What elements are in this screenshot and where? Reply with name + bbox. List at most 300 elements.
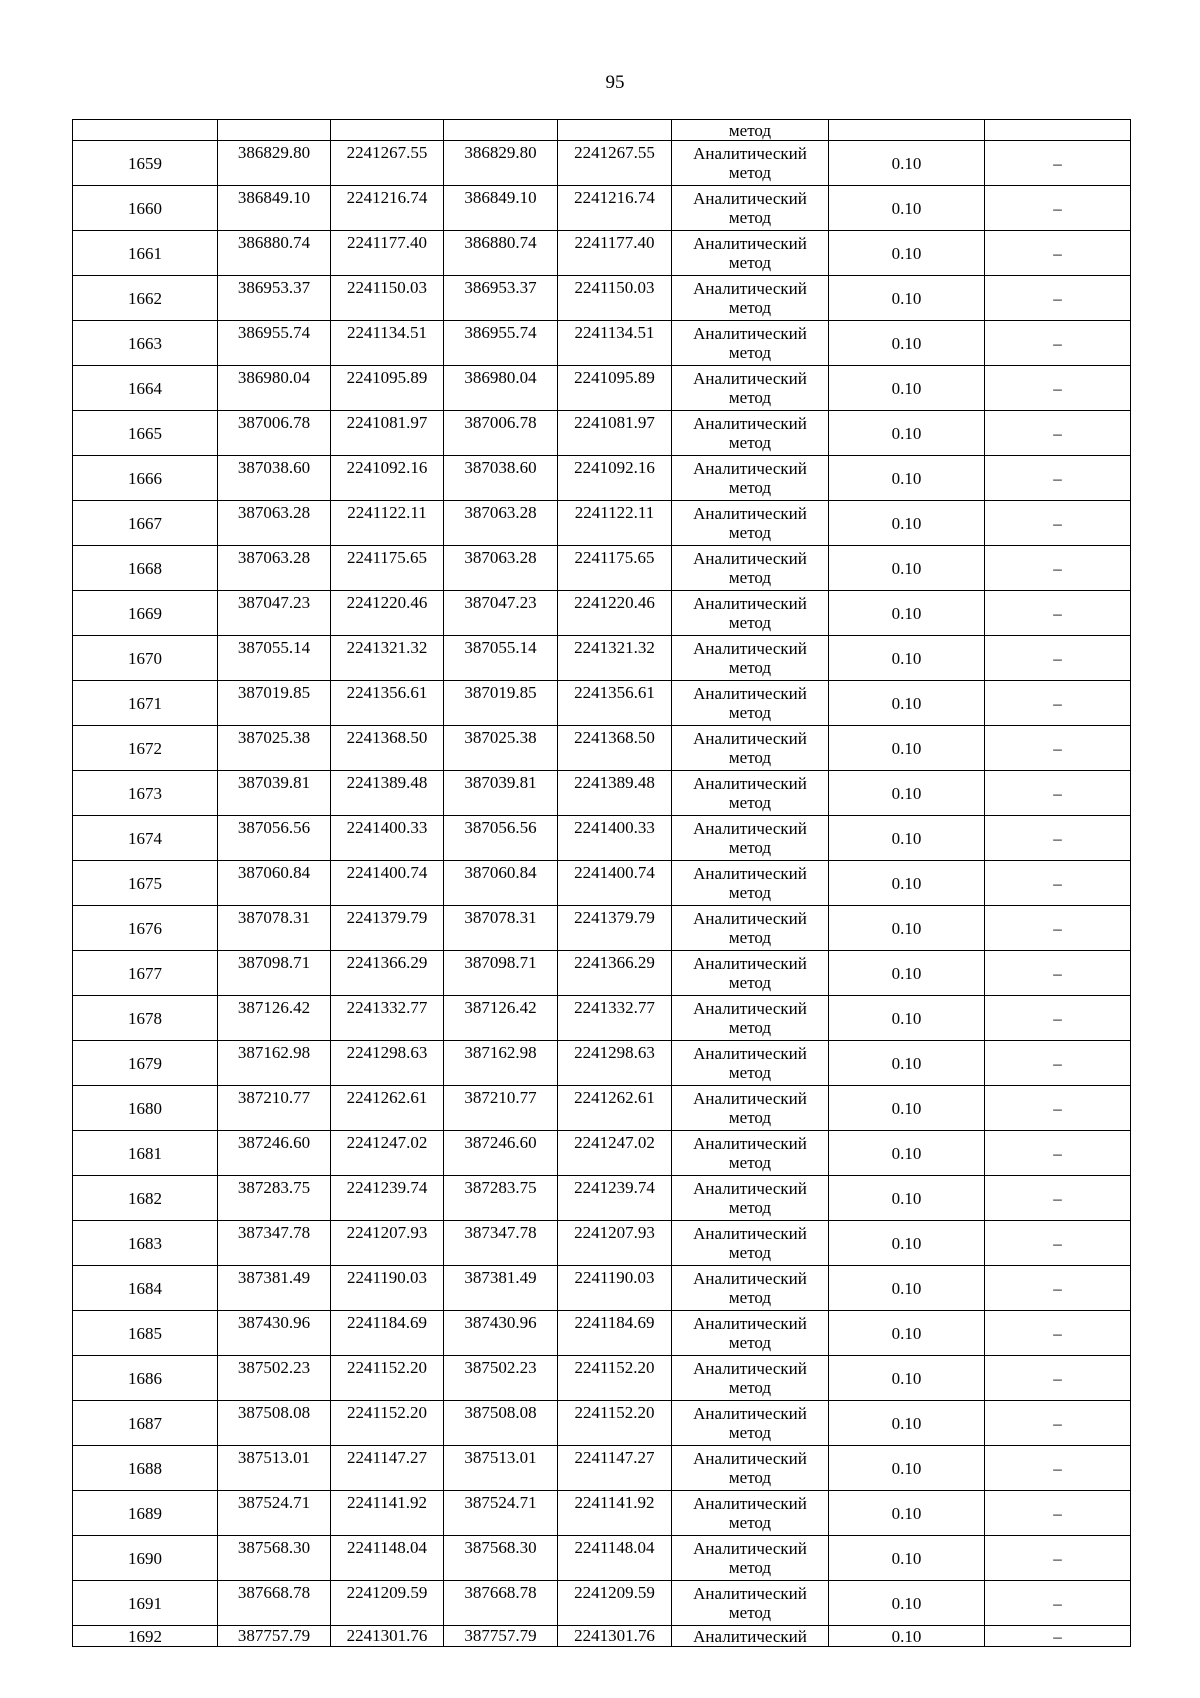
y-coordinate-cell: 2241400.33 [558,816,672,861]
x-coordinate-cell: 386955.74 [444,321,558,366]
accuracy-cell: 0.10 [829,951,985,996]
y-coordinate-cell: 2241148.04 [331,1536,444,1581]
accuracy-cell: 0.10 [829,1536,985,1581]
method-line-1: Аналитический [693,1494,807,1513]
y-coordinate-cell: 2241356.61 [558,681,672,726]
method-line-2: метод [728,1063,772,1082]
method-line-1: Аналитический [693,819,807,838]
note-cell: – [985,1536,1131,1581]
method-line-2: метод [728,1243,772,1262]
y-coordinate-cell: 2241184.69 [558,1311,672,1356]
point-number-cell: 1683 [73,1221,218,1266]
y-coordinate-cell: 2241190.03 [331,1266,444,1311]
note-cell: – [985,186,1131,231]
note-cell: – [985,1581,1131,1626]
method-line-1: Аналитический [693,1449,807,1468]
method-cell: Аналитический [672,1626,829,1647]
x-coordinate-cell: 386829.80 [444,141,558,186]
y-coordinate-cell: 2241209.59 [331,1581,444,1626]
x-coordinate-cell: 387283.75 [444,1176,558,1221]
accuracy-cell: 0.10 [829,861,985,906]
method-line-1: Аналитический [693,909,807,928]
table-row [73,591,1131,636]
method-cell [672,1221,829,1266]
method-line-1: Аналитический [693,1044,807,1063]
method-cell: метод [672,120,829,141]
x-coordinate-cell: 386980.04 [218,366,331,411]
note-cell: – [985,546,1131,591]
method-line-1: Аналитический [693,144,807,163]
x-coordinate-cell: 387524.71 [218,1491,331,1536]
method-cell [672,501,829,546]
accuracy-cell: 0.10 [829,1221,985,1266]
method-cell [672,861,829,906]
y-coordinate-cell: 2241321.32 [331,636,444,681]
point-number-cell: 1690 [73,1536,218,1581]
method-line-2: метод [728,703,772,722]
y-coordinate-cell: 2241247.02 [331,1131,444,1176]
table-row [73,1131,1131,1176]
method-line-1: Аналитический [693,234,807,253]
x-coordinate-cell: 387038.60 [444,456,558,501]
method-cell [672,1356,829,1401]
y-coordinate-cell: 2241389.48 [331,771,444,816]
point-number-cell: 1687 [73,1401,218,1446]
method-line-2: метод [728,568,772,587]
method-line-1: Аналитический [693,1269,807,1288]
table-row [73,1581,1131,1626]
method-line-2: метод [728,883,772,902]
method-line-1: Аналитический [693,1404,807,1423]
note-cell: – [985,816,1131,861]
method-line-2: метод [728,1423,772,1442]
note-cell: – [985,1491,1131,1536]
method-line-2: метод [728,838,772,857]
method-line-2: метод [728,1603,772,1622]
accuracy-cell: 0.10 [829,1131,985,1176]
accuracy-cell: 0.10 [829,771,985,816]
y-coordinate-cell: 2241321.32 [558,636,672,681]
note-cell: – [985,951,1131,996]
method-line-2: метод [728,1108,772,1127]
x-coordinate-cell: 387430.96 [444,1311,558,1356]
table-row [73,411,1131,456]
method-line-2: метод [728,388,772,407]
method-line-1: Аналитический [693,684,807,703]
method-line-2: метод [728,433,772,452]
method-cell [672,411,829,456]
table-row [73,276,1131,321]
y-coordinate-cell: 2241150.03 [558,276,672,321]
point-number-cell: 1679 [73,1041,218,1086]
y-coordinate-cell: 2241400.74 [558,861,672,906]
accuracy-cell: 0.10 [829,1491,985,1536]
accuracy-cell: 0.10 [829,1446,985,1491]
accuracy-cell: 0.10 [829,1311,985,1356]
table-row [73,186,1131,231]
accuracy-cell: 0.10 [829,1356,985,1401]
y-coordinate-cell: 2241368.50 [331,726,444,771]
accuracy-cell: 0.10 [829,411,985,456]
accuracy-cell: 0.10 [829,1626,985,1647]
table-row [73,1446,1131,1491]
table-row [73,546,1131,591]
x-coordinate-cell: 387381.49 [444,1266,558,1311]
table-row [73,1626,1131,1647]
x-coordinate-cell: 387347.78 [444,1221,558,1266]
method-line-1: Аналитический [693,504,807,523]
x-coordinate-cell: 387055.14 [218,636,331,681]
x-coordinate-cell: 386880.74 [218,231,331,276]
accuracy-cell: 0.10 [829,276,985,321]
y-coordinate-cell: 2241332.77 [558,996,672,1041]
note-cell: – [985,1221,1131,1266]
method-line-1: Аналитический [693,189,807,208]
point-number-cell: 1659 [73,141,218,186]
method-cell [672,1266,829,1311]
table-row [73,861,1131,906]
note-cell: – [985,1356,1131,1401]
table-row [73,1491,1131,1536]
accuracy-cell: 0.10 [829,501,985,546]
x-coordinate-cell: 387502.23 [218,1356,331,1401]
method-cell [672,366,829,411]
accuracy-cell: 0.10 [829,636,985,681]
point-number-cell: 1676 [73,906,218,951]
y-coordinate-cell: 2241262.61 [331,1086,444,1131]
table-row [73,1266,1131,1311]
y-coordinate-cell: 2241207.93 [331,1221,444,1266]
method-cell [672,1041,829,1086]
note-cell: – [985,1266,1131,1311]
x-coordinate-cell: 387063.28 [218,501,331,546]
method-cell [672,591,829,636]
method-cell [672,771,829,816]
point-number-cell: 1669 [73,591,218,636]
x-coordinate-cell: 387038.60 [218,456,331,501]
point-number-cell: 1666 [73,456,218,501]
x-coordinate-cell: 387126.42 [444,996,558,1041]
x-coordinate-cell: 387063.28 [444,501,558,546]
y-coordinate-cell: 2241141.92 [558,1491,672,1536]
table-row [73,1086,1131,1131]
note-cell: – [985,1086,1131,1131]
note-cell: – [985,366,1131,411]
y-coordinate-cell: 2241175.65 [331,546,444,591]
point-number-cell: 1671 [73,681,218,726]
y-coordinate-cell: 2241216.74 [331,186,444,231]
x-coordinate-cell: 387039.81 [218,771,331,816]
page-number: 95 [605,72,625,93]
x-coordinate-cell: 387508.08 [444,1401,558,1446]
accuracy-cell: 0.10 [829,186,985,231]
method-line-1: Аналитический [693,369,807,388]
x-coordinate-cell: 387025.38 [218,726,331,771]
table-row [73,1221,1131,1266]
method-cell [672,681,829,726]
table-row [73,681,1131,726]
x-coordinate-cell: 386849.10 [218,186,331,231]
accuracy-cell: 0.10 [829,1086,985,1131]
method-line-2: метод [728,1558,772,1577]
y-coordinate-cell: 2241190.03 [558,1266,672,1311]
y-coordinate-cell: 2241216.74 [558,186,672,231]
table-row [73,1041,1131,1086]
method-line-1: Аналитический [693,954,807,973]
note-cell: – [985,276,1131,321]
method-line-2: метод [728,613,772,632]
x-coordinate-cell: 386849.10 [444,186,558,231]
y-coordinate-cell: 2241267.55 [331,141,444,186]
method-line-1: Аналитический [693,864,807,883]
continued-row [73,120,1131,141]
y-coordinate-cell: 2241298.63 [558,1041,672,1086]
x-coordinate-cell: 387019.85 [218,681,331,726]
y-coordinate-cell: 2241141.92 [331,1491,444,1536]
method-line-2: метод [728,1378,772,1397]
method-line-2: метод [728,1513,772,1532]
y-coordinate-cell: 2241152.20 [558,1356,672,1401]
point-number-cell: 1672 [73,726,218,771]
accuracy-cell: 0.10 [829,996,985,1041]
table-row [73,1536,1131,1581]
x-coordinate-cell: 387078.31 [444,906,558,951]
method-cell [672,456,829,501]
x-coordinate-cell: 387524.71 [444,1491,558,1536]
y-coordinate-cell: 2241184.69 [331,1311,444,1356]
method-cell [672,996,829,1041]
point-number-cell: 1682 [73,1176,218,1221]
method-line-2: метод [728,343,772,362]
method-line-2: метод [728,973,772,992]
method-line-2: метод [728,1333,772,1352]
note-cell: – [985,591,1131,636]
y-coordinate-cell: 2241301.76 [331,1626,444,1647]
accuracy-cell: 0.10 [829,816,985,861]
x-coordinate-cell: 387246.60 [444,1131,558,1176]
y-coordinate-cell: 2241148.04 [558,1536,672,1581]
y-coordinate-cell: 2241150.03 [331,276,444,321]
y-coordinate-cell: 2241177.40 [558,231,672,276]
x-coordinate-cell: 387060.84 [444,861,558,906]
accuracy-cell: 0.10 [829,1266,985,1311]
x-coordinate-cell: 387757.79 [444,1626,558,1647]
note-cell: – [985,726,1131,771]
x-coordinate-cell: 387668.78 [218,1581,331,1626]
method-cell [672,276,829,321]
x-coordinate-cell: 387757.79 [218,1626,331,1647]
y-coordinate-cell: 2241095.89 [331,366,444,411]
point-number-cell: 1691 [73,1581,218,1626]
y-coordinate-cell: 2241366.29 [558,951,672,996]
y-coordinate-cell: 2241092.16 [558,456,672,501]
x-coordinate-cell: 387078.31 [218,906,331,951]
y-coordinate-cell: 2241122.11 [331,501,444,546]
x-coordinate-cell: 387098.71 [218,951,331,996]
note-cell: – [985,1311,1131,1356]
note-cell: – [985,411,1131,456]
note-cell: – [985,141,1131,186]
x-coordinate-cell: 387126.42 [218,996,331,1041]
table-row [73,906,1131,951]
x-coordinate-cell: 387210.77 [444,1086,558,1131]
table-row [73,1356,1131,1401]
y-coordinate-cell: 2241152.20 [331,1356,444,1401]
method-line-1: Аналитический [693,999,807,1018]
method-line-2: метод [728,1288,772,1307]
point-number-cell: 1684 [73,1266,218,1311]
x-coordinate-cell: 386953.37 [444,276,558,321]
y-coordinate-cell: 2241152.20 [558,1401,672,1446]
x-coordinate-cell: 387668.78 [444,1581,558,1626]
note-cell: – [985,321,1131,366]
x-coordinate-cell: 387056.56 [444,816,558,861]
table-row [73,1311,1131,1356]
y-coordinate-cell: 2241220.46 [331,591,444,636]
method-cell [672,1581,829,1626]
accuracy-cell: 0.10 [829,591,985,636]
accuracy-cell: 0.10 [829,366,985,411]
y-coordinate-cell: 2241134.51 [331,321,444,366]
method-line-1: Аналитический [693,1314,807,1333]
point-number-cell: 1673 [73,771,218,816]
table-row [73,321,1131,366]
point-number-cell: 1674 [73,816,218,861]
point-number-cell: 1667 [73,501,218,546]
method-line-2: метод [728,658,772,677]
method-line-2: метод [728,523,772,542]
accuracy-cell: 0.10 [829,231,985,276]
y-coordinate-cell: 2241262.61 [558,1086,672,1131]
method-line-2: метод [728,793,772,812]
point-number-cell: 1660 [73,186,218,231]
point-number-cell: 1663 [73,321,218,366]
table-row [73,726,1131,771]
accuracy-cell: 0.10 [829,141,985,186]
y-coordinate-cell: 2241175.65 [558,546,672,591]
point-number-cell: 1664 [73,366,218,411]
method-line-1: Аналитический [693,414,807,433]
method-cell [672,726,829,771]
x-coordinate-cell: 387347.78 [218,1221,331,1266]
method-cell [672,1446,829,1491]
accuracy-cell: 0.10 [829,1176,985,1221]
x-coordinate-cell: 387060.84 [218,861,331,906]
method-line-1: Аналитический [693,594,807,613]
table-row [73,231,1131,276]
x-coordinate-cell: 387098.71 [444,951,558,996]
table-row [73,1401,1131,1446]
method-line-2: метод [728,748,772,767]
table-row [73,996,1131,1041]
y-coordinate-cell: 2241400.74 [331,861,444,906]
table-row [73,816,1131,861]
x-coordinate-cell: 387063.28 [218,546,331,591]
table-row [73,366,1131,411]
table-row [73,141,1131,186]
y-coordinate-cell: 2241147.27 [331,1446,444,1491]
y-coordinate-cell: 2241220.46 [558,591,672,636]
x-coordinate-cell: 387006.78 [444,411,558,456]
x-coordinate-cell: 386880.74 [444,231,558,276]
note-cell: – [985,501,1131,546]
x-coordinate-cell: 386980.04 [444,366,558,411]
accuracy-cell: 0.10 [829,906,985,951]
x-coordinate-cell: 386955.74 [218,321,331,366]
x-coordinate-cell: 387162.98 [444,1041,558,1086]
point-number-cell: 1681 [73,1131,218,1176]
method-cell [672,906,829,951]
method-cell [672,231,829,276]
x-coordinate-cell: 387039.81 [444,771,558,816]
x-coordinate-cell: 387513.01 [444,1446,558,1491]
table-row [73,501,1131,546]
x-coordinate-cell: 387019.85 [444,681,558,726]
method-line-2: метод [728,928,772,947]
accuracy-cell: 0.10 [829,1581,985,1626]
accuracy-cell: 0.10 [829,546,985,591]
note-cell: – [985,1176,1131,1221]
x-coordinate-cell: 387056.56 [218,816,331,861]
x-coordinate-cell: 387508.08 [218,1401,331,1446]
x-coordinate-cell: 387047.23 [444,591,558,636]
x-coordinate-cell: 387381.49 [218,1266,331,1311]
method-cell [672,1401,829,1446]
method-cell [672,951,829,996]
method-cell [672,321,829,366]
point-number-cell: 1680 [73,1086,218,1131]
note-cell: – [985,456,1131,501]
y-coordinate-cell: 2241092.16 [331,456,444,501]
note-cell: – [985,861,1131,906]
y-coordinate-cell: 2241389.48 [558,771,672,816]
point-number-cell: 1661 [73,231,218,276]
y-coordinate-cell: 2241368.50 [558,726,672,771]
method-cell [672,141,829,186]
y-coordinate-cell: 2241177.40 [331,231,444,276]
method-line-1: Аналитический [693,1584,807,1603]
y-coordinate-cell: 2241147.27 [558,1446,672,1491]
method-line-1: Аналитический [693,1224,807,1243]
method-line-1: Аналитический [693,729,807,748]
method-line-2: метод [728,208,772,227]
point-number-cell: 1692 [73,1626,218,1647]
y-coordinate-cell: 2241134.51 [558,321,672,366]
method-line-2: метод [728,1153,772,1172]
method-line-1: Аналитический [693,1179,807,1198]
x-coordinate-cell: 387568.30 [444,1536,558,1581]
method-cell [672,186,829,231]
method-line-1: Аналитический [693,279,807,298]
method-line-1: Аналитический [693,1359,807,1378]
point-number-cell: 1678 [73,996,218,1041]
point-number-cell: 1665 [73,411,218,456]
x-coordinate-cell: 387210.77 [218,1086,331,1131]
x-coordinate-cell: 387025.38 [444,726,558,771]
x-coordinate-cell: 387246.60 [218,1131,331,1176]
y-coordinate-cell: 2241152.20 [331,1401,444,1446]
y-coordinate-cell: 2241122.11 [558,501,672,546]
note-cell: – [985,906,1131,951]
x-coordinate-cell: 386953.37 [218,276,331,321]
method-line-1: Аналитический [693,459,807,478]
table-row [73,951,1131,996]
method-cell [672,1536,829,1581]
accuracy-cell: 0.10 [829,1041,985,1086]
method-line-2: метод [728,1468,772,1487]
method-cell [672,1131,829,1176]
table-row [73,771,1131,816]
